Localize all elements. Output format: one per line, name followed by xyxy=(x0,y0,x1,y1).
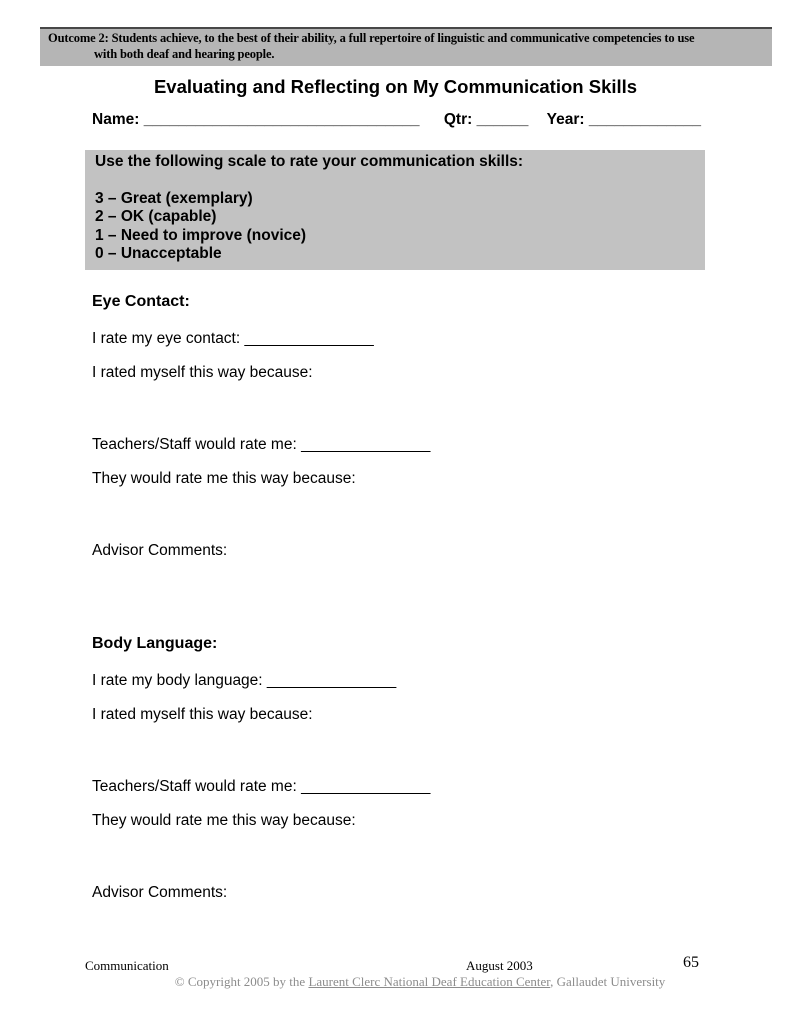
section-title: Body Language: xyxy=(92,635,218,652)
outcome-text: Students achieve, to the best of their ability, a full repertoire of linguistic and communicative competencies to use xyxy=(111,31,695,45)
name-field-blank[interactable]: ________________________________ xyxy=(143,111,420,128)
footer-page-number: 65 xyxy=(683,954,699,971)
footer-copyright xyxy=(60,974,780,990)
copyright-link[interactable]: Laurent Clerc National Deaf Education Center xyxy=(308,974,551,989)
outcome-label: Outcome 2: xyxy=(48,31,109,45)
self-rating-line xyxy=(92,330,374,348)
year-label: Year: xyxy=(546,111,585,128)
copyright-suffix: , Gallaudet University xyxy=(550,974,666,989)
rating-scale-item-3: 3 – Great (exemplary) xyxy=(95,189,253,207)
staff-reason-label: They would rate me this way because: xyxy=(92,470,356,487)
rating-scale-item-2: 2 – OK (capable) xyxy=(95,208,217,225)
year-field-blank[interactable]: _____________ xyxy=(588,111,701,128)
rating-scale-spacer xyxy=(95,172,695,190)
self-rating-blank[interactable]: _______________ xyxy=(244,330,374,347)
staff-rating-blank[interactable]: _______________ xyxy=(301,436,431,453)
section-body-language xyxy=(92,635,732,905)
outcome-banner-line2: with both deaf and hearing people. xyxy=(94,46,275,61)
advisor-comments-label: Advisor Comments: xyxy=(92,884,228,901)
qtr-label: Qtr: xyxy=(443,111,473,128)
footer-date: August 2003 xyxy=(466,958,533,973)
self-rating-line xyxy=(92,672,396,690)
name-label: Name: xyxy=(92,111,140,128)
name-row xyxy=(92,111,701,129)
copyright-prefix: © Copyright 2005 by the xyxy=(174,974,309,989)
qtr-field-blank[interactable]: ______ xyxy=(476,111,529,128)
staff-rating-line xyxy=(92,778,430,796)
staff-rating-line xyxy=(92,436,430,454)
rating-scale-item-0: 0 – Unacceptable xyxy=(95,245,222,262)
staff-reason-label: They would rate me this way because: xyxy=(92,812,356,829)
rating-scale-box xyxy=(85,150,705,270)
staff-rating-blank[interactable]: _______________ xyxy=(301,778,431,795)
page-title: Evaluating and Reflecting on My Communication Skills xyxy=(153,76,638,97)
outcome-banner-line1 xyxy=(48,31,764,47)
section-title: Eye Contact: xyxy=(92,293,190,310)
outcome-banner xyxy=(40,27,772,66)
section-eye-contact xyxy=(92,293,732,563)
self-reason-label: I rated myself this way because: xyxy=(92,706,313,723)
self-rating-blank[interactable]: _______________ xyxy=(266,672,397,689)
advisor-comments-label: Advisor Comments: xyxy=(92,542,228,559)
self-reason-label: I rated myself this way because: xyxy=(92,364,313,381)
self-rating-label: I rate my body language: xyxy=(92,672,263,689)
rating-scale-item-1: 1 – Need to improve (novice) xyxy=(95,226,307,244)
staff-rating-label: Teachers/Staff would rate me: xyxy=(92,778,297,795)
staff-rating-label: Teachers/Staff would rate me: xyxy=(92,436,297,453)
footer-document-name: Communication xyxy=(85,958,169,973)
self-rating-label: I rate my eye contact: xyxy=(92,330,241,347)
rating-scale-heading: Use the following scale to rate your communication skills: xyxy=(95,153,524,170)
